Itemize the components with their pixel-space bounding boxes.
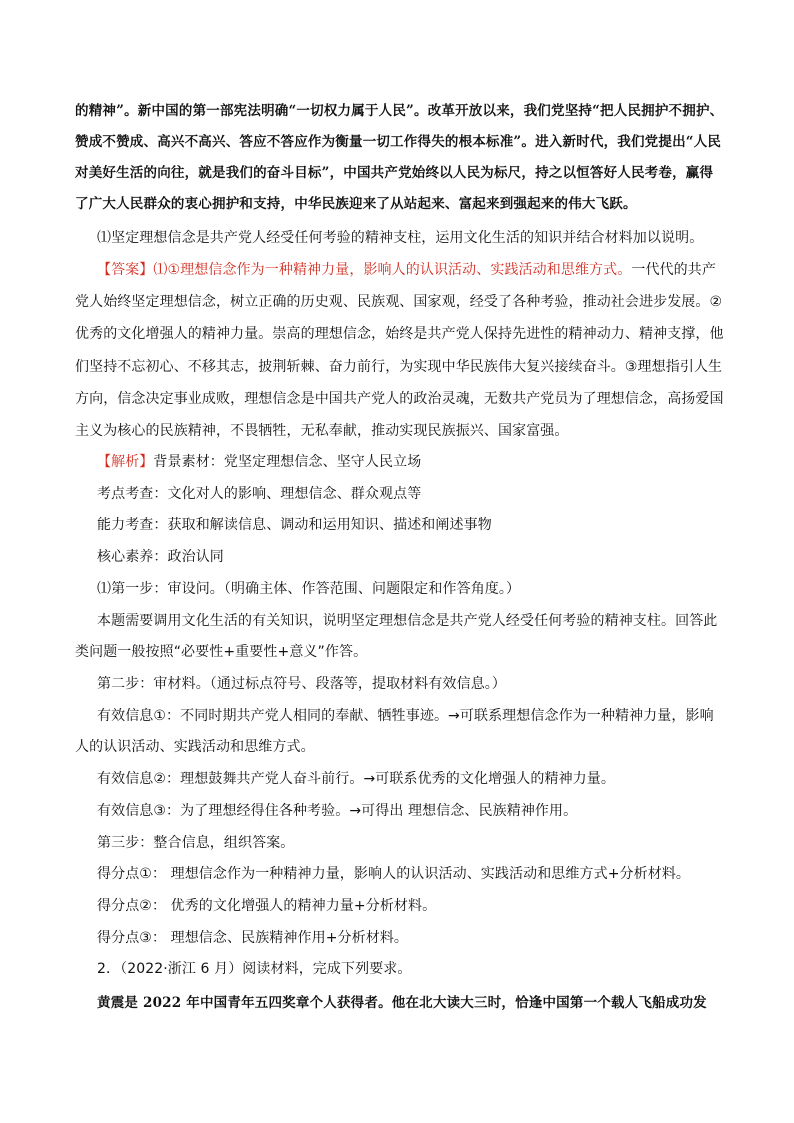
analysis-line: 核心素养：政治认同 — [97, 549, 224, 565]
answer-line: 党人始终坚定理想信念，树立正确的历史观、民族观、国家观，经受了各种考验，推动社会进步发展。② — [75, 294, 723, 310]
material-line-1: 的精神”。新中国的第一部宪法明确“一切权力属于人民”。改革开放以来，我们党坚持“把人民拥护不拥护、 — [75, 103, 724, 119]
analysis-line: ⑴第一步：审设问。（明确主体、作答范围、问题限定和作答角度。） — [97, 581, 521, 597]
material-line-2: 赞成不赞成、高兴不高兴、答应不答应作为衡量一切工作得失的根本标准”。进入新时代，我们党提出“人民 — [75, 134, 722, 150]
answer-label: 【答案】 — [97, 262, 154, 278]
analysis-line: 得分点③： 理想信念、民族精神作用+分析材料。 — [97, 930, 409, 946]
answer-line: 方向，信念决定事业成败，理想信念是中国共产党人的政治灵魂，无数共产党员为了理想信念，高扬爱国 — [75, 391, 724, 407]
material-bottom-line: 黄震是 2022 年中国青年五四奖章个人获得者。他在北大读大三时，恰逢中国第一个载人飞船成功发 — [97, 995, 707, 1011]
analysis-line: 有效信息②：理想鼓舞共产党人奋斗前行。→可联系优秀的文化增强人的精神力量。 — [97, 771, 615, 787]
analysis-line: 得分点②： 优秀的文化增强人的精神力量+分析材料。 — [97, 898, 437, 914]
analysis-label: 【解析】 — [97, 454, 154, 470]
analysis-line: 第三步：整合信息，组织答案。 — [97, 835, 295, 851]
analysis-line: 类问题一般按照“必要性+重要性+意义”作答。 — [75, 644, 368, 660]
answer-red-text: ⑴①理想信念作为一种精神力量，影响人的认识活动、实践活动和思维方式。 — [153, 262, 632, 278]
analysis-line: 考点考查：文化对人的影响、理想信念、群众观点等 — [97, 486, 422, 502]
answer-line: 主义为核心的民族精神，不畏牺牲，无私奉献，推动实现民族振兴、国家富强。 — [75, 423, 569, 439]
answer-line: 优秀的文化增强人的精神力量。崇高的理想信念，始终是共产党人保持先进性的精神动力、精神支撑，他 — [75, 326, 724, 342]
answer-line: 们坚持不忘初心、不移其志，披荆斩棘、奋力前行，为实现中华民族伟大复兴接续奋斗。③理想指引人生 — [75, 359, 723, 375]
analysis-line: 有效信息①：不同时期共产党人相同的奉献、牺牲事迹。→可联系理想信念作为一种精神力量，影响 — [97, 708, 714, 724]
analysis-line: 有效信息③：为了理想经得住各种考验。→可得出 理想信念、民族精神作用。 — [97, 803, 578, 819]
analysis-first-line — [97, 452, 421, 472]
analysis-line: 本题需要调用文化生活的有关知识，说明坚定理想信念是共产党人经受任何考验的精神支柱。回答此 — [97, 613, 718, 629]
analysis-line: 人的认识活动、实践活动和思维方式。 — [75, 739, 315, 755]
question-2: 2．（2022·浙江 6 月）阅读材料，完成下列要求。 — [97, 961, 412, 977]
analysis-line: 第二步：审材料。（通过标点符号、段落等，提取材料有效信息。） — [97, 676, 506, 692]
material-line-4: 了广大人民群众的衷心拥护和支持，中华民族迎来了从站起来、富起来到强起来的伟大飞跃。 — [75, 196, 637, 212]
analysis-background: 背景素材：党坚定理想信念、坚守人民立场 — [153, 454, 422, 470]
question-1: ⑴坚定理想信念是共产党人经受任何考验的精神支柱，运用文化生活的知识并结合材料加以说明。 — [97, 230, 704, 246]
analysis-line: 能力考查：获取和解读信息、调动和运用知识、描述和阐述事物 — [97, 517, 492, 533]
analysis-line: 得分点①： 理想信念作为一种精神力量，影响人的认识活动、实践活动和思维方式+分析材料。 — [97, 866, 691, 882]
answer-first-line — [97, 260, 716, 280]
material-line-3: 对美好生活的向往，就是我们的奋斗目标”，中国共产党始终以人民为标尺，持之以恒答好人民考卷，赢得 — [75, 165, 714, 181]
answer-first-rest: 一代代的共产 — [631, 262, 716, 278]
